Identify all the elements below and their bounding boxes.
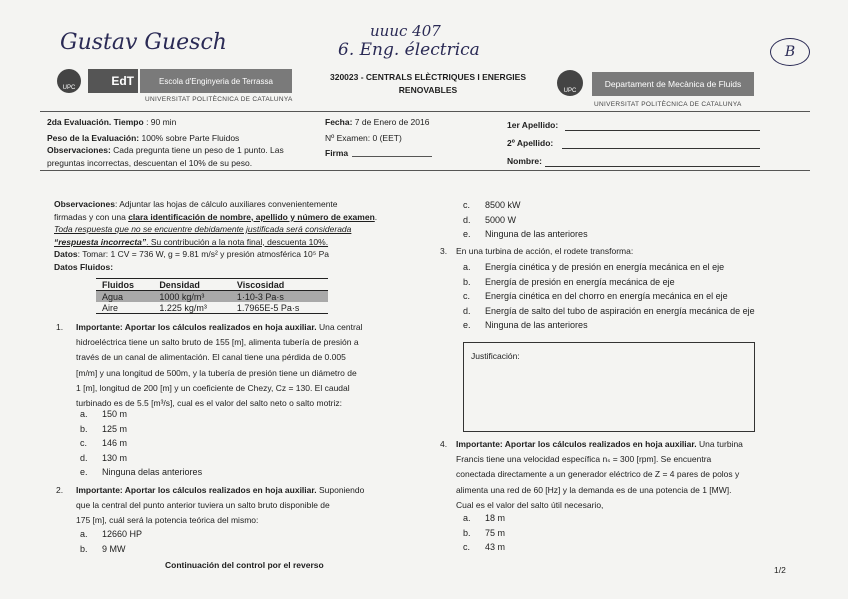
obs-text2a: firmadas y con una	[54, 211, 129, 222]
upc-logo	[57, 69, 81, 93]
justification-label: Justificación:	[471, 351, 520, 361]
question-4-line4: Cual es el valor del salto útil necesario,	[456, 499, 604, 510]
course-title-line2: RENOVABLES	[398, 85, 458, 95]
fluid-header-fluid: Fluidos	[102, 279, 134, 290]
fluid-row-water	[96, 291, 328, 303]
option-text: Ninguna de las anteriores	[485, 320, 588, 330]
weight-label: Peso de la Evaluación:	[47, 132, 140, 143]
question-3-options	[463, 260, 755, 333]
option-letter: e.	[80, 467, 88, 477]
question-1-line3: [m/m] y una longitud de 500m, y la tubería de presión tiene un diámetro de	[76, 367, 357, 378]
obs-text1: : Adjuntar las hojas de cálculo auxiliares convenientemente	[114, 199, 338, 209]
grade-mark-text: B	[784, 44, 796, 60]
signature-line	[352, 156, 432, 157]
question-4-first-line	[440, 437, 785, 452]
date-line	[325, 116, 429, 129]
obs-line4	[54, 236, 404, 249]
option-text: Energía cinética y de presión en energía mecánica en el eje	[485, 262, 725, 272]
school-name: Escola d'Enginyeria de Terrassa	[140, 69, 292, 93]
surname2-field[interactable]	[562, 148, 760, 149]
option-letter: e.	[463, 320, 471, 330]
obs-line1	[54, 198, 404, 211]
upc-logo-right	[557, 70, 583, 96]
option-d[interactable]	[463, 213, 588, 228]
info-divider	[40, 170, 810, 171]
upc-logo-right-text: UPC	[563, 88, 577, 94]
option-letter: d.	[463, 305, 471, 316]
evaluation-time: : 90 min	[146, 117, 177, 127]
option-letter: e.	[463, 229, 471, 239]
question-2-line0: Suponiendo	[318, 485, 365, 495]
date-value: 7 de Enero de 2016	[354, 117, 430, 127]
university-left: UNIVERSITAT POLITÈCNICA DE CATALUNYA	[145, 96, 293, 103]
question-1-line4: 1 [m], longitud de 200 [m] y un coeficiente de Chezy, Cz = 130. El caudal	[76, 382, 350, 393]
handwritten-group-code: uuuc 407	[370, 22, 441, 40]
option-text: 8500 kW	[485, 200, 521, 210]
option-a[interactable]	[80, 407, 202, 422]
option-letter: c.	[463, 291, 471, 301]
option-letter: a.	[463, 513, 471, 523]
question-4-options	[463, 511, 505, 555]
option-text: 43 m	[485, 542, 506, 552]
option-letter: b.	[80, 543, 88, 554]
fluid-header-viscosity: Viscosidad	[236, 279, 285, 290]
option-e[interactable]	[463, 227, 588, 242]
surname1-label: 1er Apellido:	[507, 120, 559, 130]
obs-line2	[54, 211, 404, 224]
handwritten-course-note: 6. Eng. électrica	[338, 40, 480, 60]
handwritten-student-name: Gustav Guesch	[60, 30, 227, 55]
edt-logo-text: EdT	[111, 74, 134, 88]
surname1-field[interactable]	[565, 130, 760, 131]
observations-label: Observaciones:	[47, 145, 111, 155]
page-number: 1/2	[774, 565, 786, 575]
option-d[interactable]	[80, 451, 202, 466]
option-c[interactable]	[463, 289, 755, 304]
name-label: Nombre:	[507, 156, 542, 166]
option-text: 150 m	[102, 409, 128, 419]
continuation-note: Continuación del control por el reverso	[165, 560, 324, 570]
table-cell: 1.225 kg/m³	[159, 302, 207, 313]
data-line	[54, 248, 404, 261]
course-title-line1: 320023 - CENTRALS ELÈCTRIQUES I ENERGIES	[329, 72, 527, 82]
option-e[interactable]	[463, 318, 755, 333]
signature-label: Firma	[325, 148, 349, 158]
option-letter: a.	[80, 409, 88, 419]
question-4-line2: conectada directamente a un generador eléctrico de Z = 4 pares de polos y	[456, 469, 740, 480]
option-d[interactable]	[463, 304, 755, 319]
option-a[interactable]	[463, 260, 755, 275]
question-2-line1: que la central del punto anterior tuviera un salto bruto disponible de	[76, 500, 330, 511]
question-1-line1: hidroeléctrica tiene un salto bruto de 155 [m], alimenta tubería de presión a	[76, 337, 359, 348]
observations-line2: preguntas incorrectas, descuentan el 10% de su peso.	[47, 157, 253, 168]
option-b[interactable]	[80, 422, 202, 437]
obs-text2c: .	[374, 211, 378, 222]
question-1-number: 1.	[56, 322, 64, 332]
option-text: Energía cinética en del chorro en energía mecánica en el eje	[485, 291, 728, 301]
table-cell: Aire	[102, 302, 119, 313]
option-b[interactable]	[80, 542, 142, 557]
upc-logo-text: UPC	[62, 85, 76, 91]
option-letter: c.	[463, 200, 471, 210]
question-2-options-right	[463, 198, 588, 242]
option-c[interactable]	[80, 436, 202, 451]
question-4-number: 4.	[440, 439, 448, 449]
obs-label: Observaciones	[54, 199, 115, 209]
exam-info-middle	[325, 116, 429, 160]
name-field[interactable]	[545, 166, 760, 167]
question-1-line5: turbinado es de 5.5 [m³/s], cual es el valor del salto neto o salto motriz:	[76, 398, 342, 409]
question-3	[440, 244, 633, 258]
header-divider	[40, 111, 810, 112]
edt-logo	[88, 69, 138, 93]
option-text: Energía de presión en energía mecánica de eje	[485, 276, 675, 287]
handwritten-grade-mark	[770, 38, 810, 66]
question-3-text: En una turbina de acción, el rodete transforma:	[456, 246, 634, 256]
option-a[interactable]	[80, 527, 142, 542]
surname2-label: 2º Apellido:	[507, 138, 554, 148]
option-text: 125 m	[102, 423, 128, 434]
option-letter: c.	[80, 438, 88, 448]
question-2-first-line	[56, 483, 406, 498]
question-4-line1: Francis tiene una velocidad específica nₛ = 300 [rpm]. Se encuentra	[456, 454, 712, 465]
question-2	[56, 483, 406, 529]
question-4-line3: alimenta una red de 60 [Hz] y la demanda es de una potencia de 1 [MW].	[456, 484, 732, 495]
question-2-bold: Importante: Aportar los cálculos realizados en hoja auxiliar.	[76, 485, 317, 495]
weight-line	[47, 132, 317, 145]
data-label: Datos	[54, 249, 78, 259]
option-c[interactable]	[463, 540, 505, 555]
question-2-options-left	[80, 527, 142, 556]
obs-text4b: . Su contribución a la nota final, descuenta 10%.	[146, 236, 329, 247]
fluid-table	[96, 278, 328, 314]
obs-text4a: “respuesta incorrecta”	[54, 236, 147, 247]
option-letter: a.	[463, 262, 471, 272]
weight-value: 100% sobre Parte Fluidos	[141, 132, 240, 143]
question-2-number: 2.	[56, 485, 64, 495]
question-1-line0: Una central	[318, 322, 363, 332]
question-1-first-line	[56, 320, 406, 335]
fluid-table-header	[96, 279, 328, 291]
fluids-title: Datos Fluidos:	[54, 261, 114, 272]
option-b[interactable]	[463, 526, 505, 541]
table-cell: Agua	[102, 291, 124, 302]
table-cell: 1000 kg/m³	[159, 291, 205, 302]
option-text: 5000 W	[485, 214, 517, 225]
exam-number: Nº Examen: 0 (EET)	[325, 132, 402, 143]
exam-info-left	[47, 116, 317, 169]
option-text: Ninguna de las anteriores	[485, 229, 588, 239]
option-text: 9 MW	[102, 543, 126, 554]
option-letter: b.	[463, 527, 471, 538]
justification-box[interactable]	[463, 342, 755, 432]
question-1-line2: través de un canal de alimentación. El canal tiene una pérdida de 0.005	[76, 352, 346, 363]
question-4-line0: Una turbina	[698, 439, 743, 449]
university-right: UNIVERSITAT POLITÈCNICA DE CATALUNYA	[594, 101, 742, 108]
department-name: Departament de Mecànica de Fluids	[592, 72, 754, 96]
option-c[interactable]	[463, 198, 588, 213]
option-text: 12660 HP	[102, 529, 143, 539]
option-text: 18 m	[485, 513, 506, 523]
question-2-line2: 175 [m], cuál será la potencia teórica del mismo:	[76, 515, 259, 526]
option-text: Ninguna delas anteriores	[102, 467, 203, 477]
option-letter: c.	[463, 542, 471, 552]
question-1-bold: Importante: Aportar los cálculos realizados en hoja auxiliar.	[76, 322, 317, 332]
option-letter: b.	[80, 423, 88, 434]
fluid-header-density: Densidad	[159, 279, 200, 290]
fluid-row-air	[96, 302, 328, 314]
observations-line	[47, 144, 317, 157]
option-text: 146 m	[102, 438, 128, 448]
option-letter: d.	[80, 452, 88, 463]
observations-value: Cada pregunta tiene un peso de 1 punto. Las	[113, 145, 284, 155]
data-text: : Tomar: 1 CV = 736 W, g = 9.81 m/s² y presión atmosférica 10⁵ Pa	[77, 249, 330, 259]
obs-line3: Toda respuesta que no se encuentre debidamente justificada será considerada	[54, 224, 352, 234]
option-letter: a.	[80, 529, 88, 539]
obs-text2b: clara identificación de nombre, apellido y número de examen	[128, 211, 375, 222]
evaluation-line	[47, 116, 317, 129]
option-text: 75 m	[485, 527, 506, 538]
question-3-number: 3.	[440, 246, 448, 256]
date-label: Fecha:	[325, 117, 353, 127]
observations-block	[54, 198, 404, 273]
table-cell: 1·10-3 Pa·s	[236, 291, 284, 302]
option-letter: d.	[463, 214, 471, 225]
option-e[interactable]	[80, 465, 202, 480]
option-b[interactable]	[463, 275, 755, 290]
question-1-options	[80, 407, 202, 480]
option-text: Energía de salto del tubo de aspiración en energía mecánica de eje	[485, 305, 755, 316]
table-cell: 1.7965E-5 Pa·s	[236, 302, 300, 313]
question-1	[56, 320, 406, 411]
course-title	[318, 71, 538, 97]
option-text: 130 m	[102, 452, 128, 463]
option-letter: b.	[463, 276, 471, 287]
evaluation-label: 2da Evaluación. Tiempo	[47, 117, 144, 127]
question-4	[440, 437, 785, 513]
question-4-bold: Importante: Aportar los cálculos realizados en hoja auxiliar.	[456, 439, 697, 449]
option-a[interactable]	[463, 511, 505, 526]
